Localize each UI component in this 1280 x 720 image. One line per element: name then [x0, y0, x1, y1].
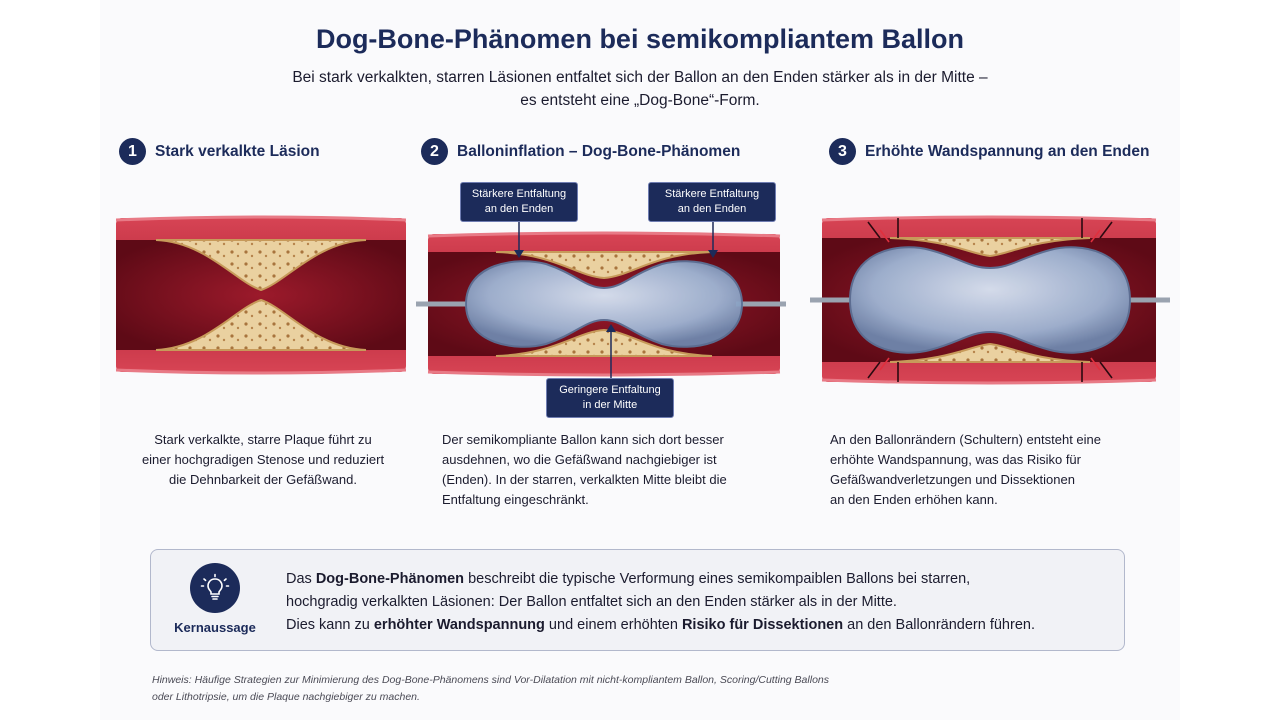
step-number-badge: 1: [119, 138, 146, 165]
key-message-box: [150, 549, 1125, 651]
footnote-line: oder Lithotripsie, um die Plaque nachgiebiger zu machen.: [152, 691, 420, 703]
key-message-text: [286, 568, 1116, 637]
step-2-description: [442, 430, 782, 510]
description-line: die Dehnbarkeit der Gefäßwand.: [169, 472, 357, 487]
key-text-bold: Dog-Bone-Phänomen: [315, 571, 465, 587]
subtitle-line: es entsteht eine „Dog-Bone“-Form.: [520, 92, 760, 109]
step-1-header: [119, 138, 320, 165]
description-line: ausdehnen, wo die Gefäßwand nachgiebiger ist: [442, 452, 717, 467]
step-3-header: [829, 138, 1149, 165]
step-1-description: [118, 430, 408, 490]
description-line: erhöhte Wandspannung, was das Risiko für: [830, 452, 1081, 467]
callout-line: Stärkere Entfaltung: [471, 188, 567, 200]
description-line: Gefäßwandverletzungen und Dissektionen: [830, 472, 1075, 487]
description-line: einer hochgradigen Stenose und reduziert: [141, 452, 385, 467]
description-line: Entfaltung eingeschränkt.: [442, 492, 589, 507]
vessel-illustration-wall-stress: [810, 212, 1170, 388]
callout-stronger-expansion-right: [648, 182, 776, 222]
step-number-badge: 3: [829, 138, 856, 165]
key-text-bold: erhöhter Wandspannung: [373, 617, 545, 633]
key-text-bold: Risiko für Dissektionen: [681, 617, 844, 633]
footnote-line: Hinweis: Häufige Strategien zur Minimierung des Dog-Bone-Phänomens sind Vor-Dilatation mit nicht-kompliantem Ballon, Scoring/Cutting Ballons: [152, 674, 829, 686]
subtitle-line: Bei stark verkalkten, starren Läsionen entfaltet sich der Ballon an den Enden stärker als in der Mitte –: [292, 69, 988, 86]
step-title: Stark verkalkte Läsion: [155, 142, 320, 160]
key-line-2: hochgradig verkalkten Läsionen: Der Ballon entfaltet sich an den Enden stärker als in der Mitte.: [286, 594, 897, 610]
footnote: [152, 672, 1032, 706]
description-line: Stark verkalkte, starre Plaque führt zu: [154, 432, 372, 447]
step-3-description: [830, 430, 1170, 510]
callout-weaker-expansion-middle: [546, 378, 674, 418]
key-text-segment: und einem erhöhten: [544, 617, 682, 633]
step-title: Balloninflation – Dog-Bone-Phänomen: [457, 142, 741, 160]
key-text-segment: Dies kann zu: [286, 617, 374, 633]
callout-stronger-expansion-left: [460, 182, 578, 222]
key-text-segment: beschreibt die typische Verformung eines semikompaiblen Ballons bei starren,: [464, 571, 971, 587]
vessel-illustration-calcified-lesion: [116, 212, 406, 378]
page-title: Dog-Bone-Phänomen bei semikompliantem Ballon: [315, 24, 965, 54]
callout-line: Stärkere Entfaltung: [664, 188, 760, 200]
description-line: (Enden). In der starren, verkalkten Mitte bleibt die: [442, 472, 727, 487]
lightbulb-icon: [190, 563, 240, 613]
description-line: an den Enden erhöhen kann.: [830, 492, 998, 507]
callout-line: Geringere Entfaltung: [559, 384, 661, 396]
key-line-1: [286, 568, 1116, 591]
callout-line: an den Enden: [484, 203, 554, 215]
lightbulb-glyph: [200, 573, 230, 603]
page-subtitle: [100, 66, 1180, 112]
step-number-badge: 2: [421, 138, 448, 165]
key-line-3: [286, 614, 1116, 637]
step-2-header: [421, 138, 740, 165]
key-message-label: Kernaussage: [174, 620, 256, 635]
callout-line: in der Mitte: [582, 399, 638, 411]
description-line: An den Ballonrändern (Schultern) entsteht eine: [830, 432, 1102, 447]
callout-line: an den Enden: [677, 203, 747, 215]
step-title: Erhöhte Wandspannung an den Enden: [865, 142, 1150, 160]
key-text-segment: an den Ballonrändern führen.: [843, 617, 1035, 633]
description-line: Der semikompliante Ballon kann sich dort besser: [442, 432, 724, 447]
key-text-segment: Das: [286, 571, 316, 587]
